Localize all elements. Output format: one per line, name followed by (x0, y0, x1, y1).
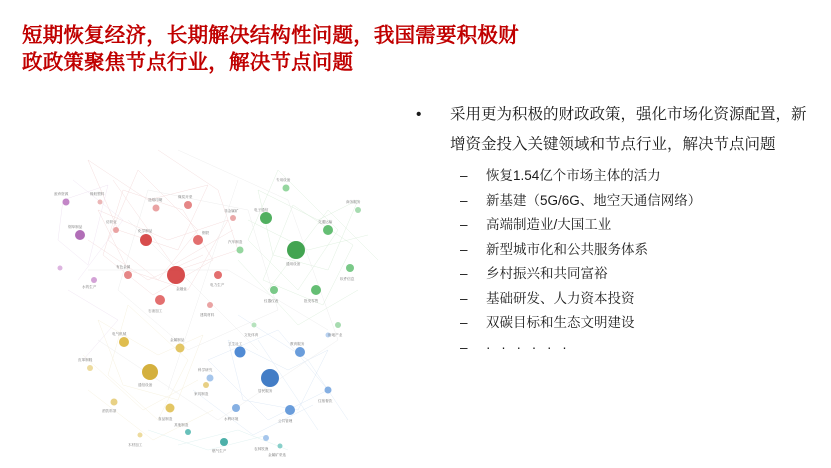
svg-text:农林牧渔: 农林牧渔 (254, 447, 269, 451)
svg-text:汽车制造: 汽车制造 (228, 240, 243, 244)
industry-network-graph (28, 90, 408, 457)
dash-icon: – (460, 217, 468, 232)
svg-text:有色金属: 有色金属 (116, 265, 131, 269)
svg-text:金属矿采选: 金属矿采选 (268, 453, 286, 457)
list-item-label: 恢复1.54亿个市场主体的活力 (486, 168, 661, 183)
svg-text:商务服务: 商务服务 (346, 200, 361, 204)
svg-text:专用设备: 专用设备 (276, 178, 291, 182)
list-item (460, 262, 816, 287)
svg-text:科学研究: 科学研究 (198, 368, 213, 372)
main-bullet-text: 采用更为积极的财政政策，强化市场化资源配置，新增资金投入关键领域和节点行业，解决节点问题 (450, 106, 807, 153)
list-item-label: 高端制造业/大国工业 (486, 217, 612, 232)
dash-icon: – (460, 168, 468, 183)
svg-text:通用设备: 通用设备 (286, 262, 301, 266)
svg-text:金属制品: 金属制品 (170, 338, 185, 342)
svg-text:橡胶塑料: 橡胶塑料 (90, 192, 105, 196)
svg-text:木材加工: 木材加工 (128, 443, 143, 447)
svg-text:建筑材料: 建筑材料 (200, 313, 215, 317)
dash-icon: – (460, 192, 468, 208)
svg-text:交通运输: 交通运输 (318, 220, 333, 224)
svg-text:烟草制品: 烟草制品 (68, 225, 83, 229)
list-item-label: 双碳目标和生态文明建设 (486, 315, 635, 330)
list-item-label: 新型城市化和公共服务体系 (486, 241, 648, 257)
bullet-dot-icon: • (416, 106, 422, 123)
slide-title (22, 22, 812, 76)
list-item-label: 新基建（5G/6G、地空天通信网络） (486, 192, 702, 208)
list-item (460, 336, 816, 361)
svg-text:公共管理: 公共管理 (278, 419, 293, 423)
svg-text:非金属矿: 非金属矿 (224, 209, 239, 213)
svg-text:水的生产: 水的生产 (82, 285, 97, 289)
dash-icon: – (460, 290, 468, 306)
svg-text:食品制造: 食品制造 (158, 417, 173, 421)
svg-text:卫生社工: 卫生社工 (228, 342, 243, 346)
dash-icon: – (460, 339, 468, 355)
svg-text:金融业: 金融业 (176, 287, 187, 291)
title-line-1: 短期恢复经济，长期解决结构性问题，我国需要积极财 (22, 24, 519, 47)
list-item (460, 238, 816, 263)
svg-text:软件信息: 软件信息 (340, 277, 355, 281)
svg-text:家具制造: 家具制造 (194, 392, 209, 396)
dash-icon: – (460, 241, 468, 257)
svg-text:造纸印刷: 造纸印刷 (148, 198, 163, 202)
list-item-label: · · · · · · (486, 339, 571, 355)
list-item (460, 213, 816, 238)
network-graph-svg (28, 90, 408, 457)
svg-text:酒饮料茶: 酒饮料茶 (102, 409, 117, 413)
svg-text:钢铁: 钢铁 (202, 231, 210, 235)
dash-icon: – (460, 266, 468, 281)
svg-text:电力生产: 电力生产 (210, 283, 225, 287)
svg-text:文化体育: 文化体育 (244, 333, 259, 337)
svg-text:仪器仪表: 仪器仪表 (264, 299, 279, 303)
sub-bullet-list (408, 164, 816, 360)
title-line-2: 政政策聚焦节点行业，解决节点问题 (22, 51, 354, 74)
main-bullet (408, 100, 816, 160)
list-item (460, 164, 816, 189)
svg-text:水利环境: 水利环境 (224, 417, 239, 421)
svg-text:居民服务: 居民服务 (258, 389, 273, 393)
list-item (460, 287, 816, 312)
svg-text:废弃资源: 废弃资源 (54, 192, 69, 196)
dash-icon: – (460, 315, 468, 330)
svg-text:电子通信: 电子通信 (254, 208, 269, 212)
svg-text:教育服务: 教育服务 (290, 342, 305, 346)
svg-text:皮革制鞋: 皮革制鞋 (78, 358, 93, 362)
list-item (460, 311, 816, 336)
svg-text:燃气生产: 燃气生产 (212, 449, 227, 453)
svg-text:住宿餐饮: 住宿餐饮 (318, 399, 333, 403)
svg-text:石油加工: 石油加工 (148, 309, 163, 313)
list-item-label: 乡村振兴和共同富裕 (486, 266, 608, 281)
svg-text:化学制品: 化学制品 (138, 229, 153, 233)
content-pane (408, 100, 816, 360)
svg-text:其他制造: 其他制造 (174, 423, 189, 427)
list-item-label: 基础研发、人力资本投资 (486, 290, 635, 306)
svg-text:纺织业: 纺织业 (106, 220, 117, 224)
svg-text:批发零售: 批发零售 (304, 299, 319, 303)
svg-text:电气机械: 电气机械 (112, 332, 127, 336)
svg-text:房地产业: 房地产业 (328, 333, 343, 337)
svg-text:通信设备: 通信设备 (138, 383, 153, 387)
svg-text:煤炭开采: 煤炭开采 (178, 195, 193, 199)
list-item (460, 189, 816, 214)
